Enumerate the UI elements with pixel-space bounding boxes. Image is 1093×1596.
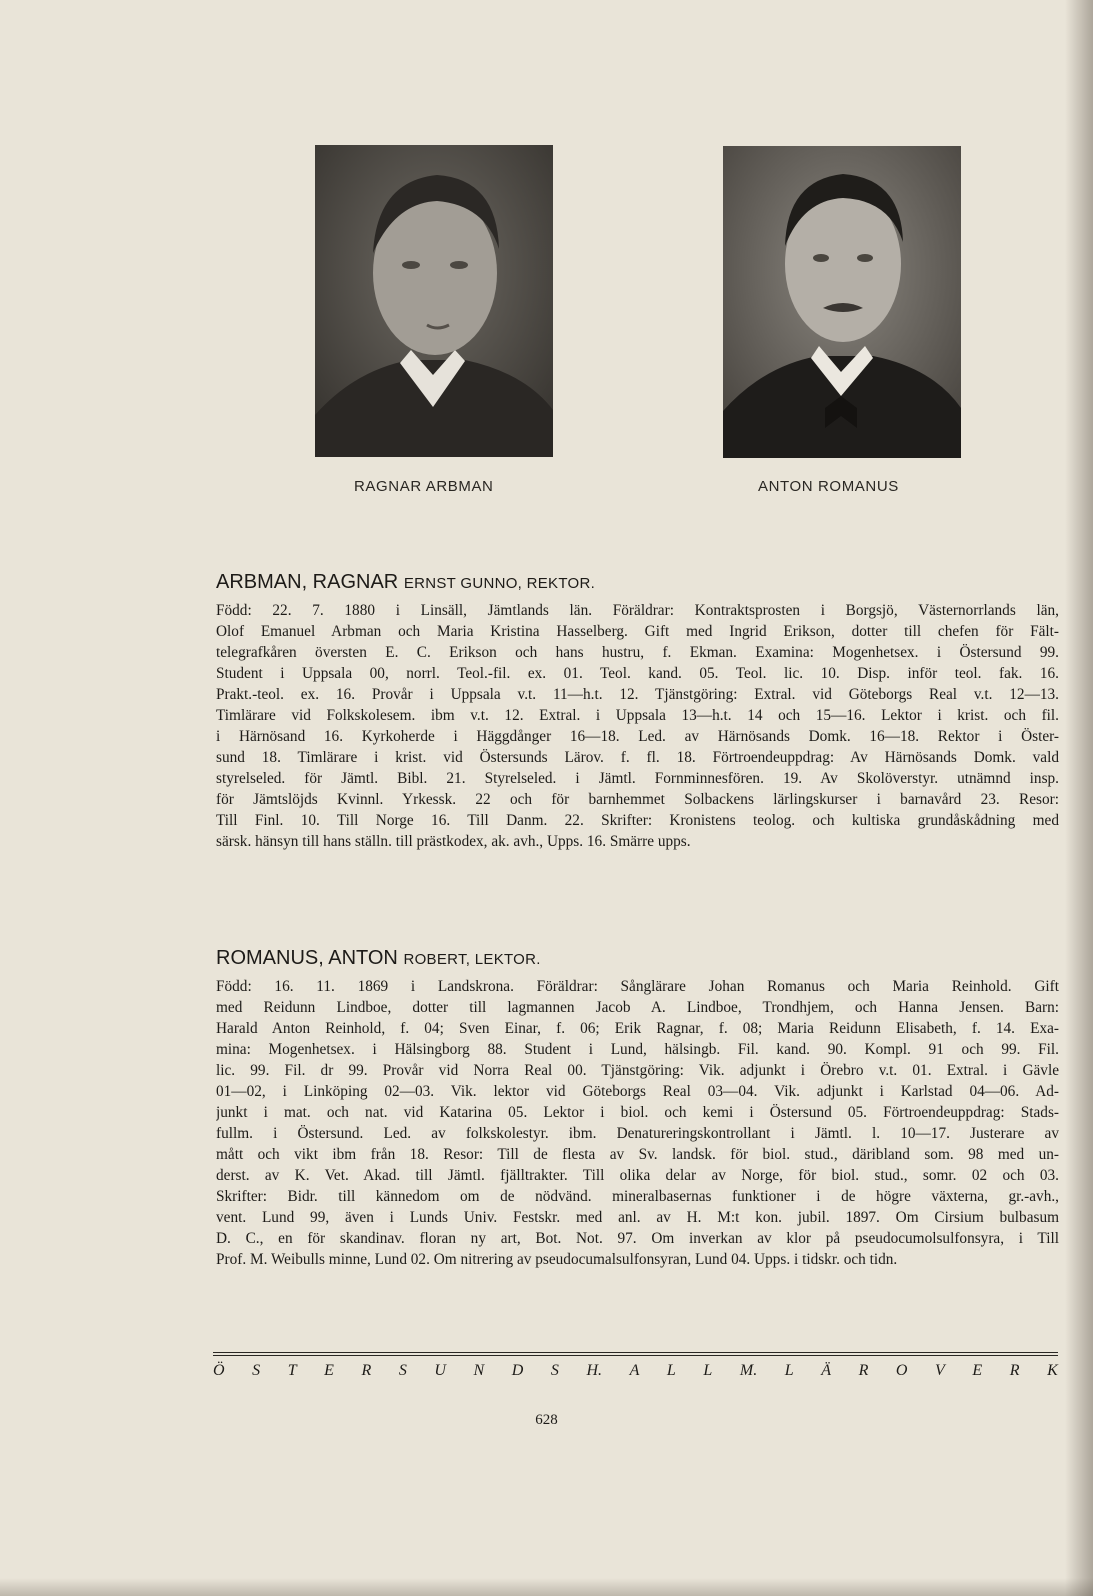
footer-rule (213, 1355, 1058, 1356)
entry-line: Skrifter: Bidr. till kännedom om de nödvänd. mineralbasernas funktioner i de högre växterna, gr.-avh., (216, 1188, 1059, 1205)
entry-line: 01—02, i Linköping 02—03. Vik. lektor vid Göteborgs Real 03—04. Vik. adjunkt i Karlstad 04—06. Ad- (216, 1083, 1059, 1100)
entry-line: Harald Anton Reinhold, f. 04; Sven Einar, f. 06; Erik Ragnar, f. 08; Maria Reidunn Elisabeth, f. 14. Exa- (216, 1020, 1059, 1037)
footer-letter: R (858, 1362, 869, 1379)
entry-line: fullm. i Östersund. Led. av folkskolestyr. ibm. Denatureringskontrollant i Jämtl. l. 10—17. Justerare av (216, 1125, 1059, 1142)
footer-letter: A (629, 1362, 640, 1379)
footer-letter: L (703, 1362, 713, 1379)
entry-line: Född: 22. 7. 1880 i Linsäll, Jämtlands län. Föräldrar: Kontraktsprosten i Borgsjö, Västernorrlands län, (216, 602, 1059, 619)
footer-letter: E (324, 1362, 334, 1379)
footer-letter: N (473, 1362, 485, 1379)
entry-line: Student i Uppsala 00, norrl. Teol.-fil. ex. 01. Teol. kand. 05. Teol. lic. 10. Disp. inför teol. fak. 16. (216, 665, 1059, 682)
portrait-photo-romanus (723, 146, 961, 458)
footer-letter: S (252, 1362, 261, 1379)
footer-letter: T (287, 1362, 297, 1379)
footer-rule (213, 1352, 1058, 1353)
entry-heading-title: ROBERT, LEKTOR. (403, 951, 541, 968)
entry-line: mina: Mogenhetsex. i Hälsingborg 88. Student i Lund, hälsingb. Fil. kand. 90. Kompl. 91 och 99. Fil. (216, 1041, 1059, 1058)
portrait-caption-arbman: RAGNAR ARBMAN (354, 478, 494, 495)
footer-letter: M. (739, 1362, 758, 1379)
biography-entry-romanus (216, 946, 1059, 1270)
page-number: 628 (535, 1412, 558, 1428)
entry-line: D. C., en för skandinav. floran ny art, Bot. Not. 97. Om inverkan av klor på pseudocumolsulfonsyra, i Till (216, 1230, 1059, 1247)
footer-letter: D (511, 1362, 524, 1379)
entry-line: telegrafkåren översten E. C. Erikson och hans hustru, f. Ekman. Examina: Mogenhetsex. i Östersund 99. (216, 644, 1059, 661)
entry-heading-name: ARBMAN, RAGNAR (216, 571, 399, 593)
entry-heading-name: ROMANUS, ANTON (216, 947, 398, 969)
entry-line: mått och vikt ibm från 18. Resor: Till de flesta av Sv. landsk. för biol. stud., däribland som. 98 med un- (216, 1146, 1059, 1163)
footer-letter: Ä (821, 1362, 831, 1379)
footer-letter: S (398, 1362, 407, 1379)
footer-letter: L (666, 1362, 676, 1379)
entry-line: för Jämtslöjds Kvinnl. Yrkessk. 22 och för barnhemmet Solbackens lärlingskurser i barnavård 23. Resor: (216, 791, 1059, 808)
portrait-caption-romanus: ANTON ROMANUS (758, 478, 899, 495)
footer-letter: R (1009, 1362, 1020, 1379)
biography-entry-arbman (216, 570, 1059, 852)
entry-line: styrelseled. för Jämtl. Bibl. 21. Styrelseled. i Jämtl. Fornminnesfören. 19. Av Skolöverstyr. utnämnd insp. (216, 770, 1059, 787)
entry-line: Prof. M. Weibulls minne, Lund 02. Om nitrering av pseudocumalsulfonsyran, Lund 04. Upps. i tidskr. och tidn. (216, 1251, 898, 1268)
entry-line: derst. av K. Vet. Akad. till Jämtl. fjälltrakter. Till olika delar av Norge, för biol. stud., somr. 02 och 03. (216, 1167, 1059, 1184)
footer-letter: O (895, 1362, 908, 1379)
footer-school-name (213, 1362, 1058, 1380)
entry-body (216, 600, 1059, 852)
page-edge-shadow (1065, 0, 1093, 1596)
entry-line: vent. Lund 99, även i Lunds Univ. Festskr. med anl. av H. M:t kon. jubil. 1897. Om Cirsium bulbasum (216, 1209, 1059, 1226)
entry-line: sund 18. Timlärare i krist. vid Östersunds Lärov. f. fl. 18. Förtroendeuppdrag: Av Härnösands Domk. vald (216, 749, 1059, 766)
footer-letter: L (784, 1362, 794, 1379)
footer-letter: U (434, 1362, 446, 1379)
entry-line: i Härnösand 16. Kyrkoherde i Häggdånger 16—18. Led. av Härnösands Domk. 16—18. Rektor i Öster- (216, 728, 1059, 745)
footer-letter: S (550, 1362, 559, 1379)
entry-line: lic. 99. Fil. dr 99. Provår vid Norra Real 00. Tjänstgöring: Vik. adjunkt i Örebro v.t. 01. Extral. i Gävle (216, 1062, 1059, 1079)
footer-letter: Ö (213, 1362, 225, 1379)
footer-letter: R (361, 1362, 372, 1379)
footer-letter: K (1047, 1362, 1058, 1379)
entry-heading (216, 570, 1059, 596)
footer-letter: V (935, 1362, 945, 1379)
entry-line: särsk. hänsyn till hans ställn. till prästkodex, ak. avh., Upps. 16. Smärre upps. (216, 833, 691, 850)
entry-line: med Reidunn Lindboe, dotter till lagmannen Jacob A. Lindboe, Trondhjem, och Hanna Jensen. Barn: (216, 999, 1059, 1016)
entry-line: Född: 16. 11. 1869 i Landskrona. Föräldrar: Sånglärare Johan Romanus och Maria Reinhold. Gift (216, 978, 1059, 995)
entry-line: junkt i mat. och nat. vid Katarina 05. Lektor i biol. och kemi i Östersund 05. Förtroendeuppdrag: Stads- (216, 1104, 1059, 1121)
entry-heading (216, 946, 1059, 972)
portrait-photo-arbman (315, 145, 553, 457)
entry-line: Prakt.-teol. ex. 16. Provår i Uppsala v.t. 11—h.t. 12. Tjänstgöring: Extral. vid Göteborgs Real v.t. 12—13. (216, 686, 1059, 703)
entry-line: Till Finl. 10. Till Norge 16. Till Danm. 22. Skrifter: Kronistens teolog. och kultiska grundåskådning med (216, 812, 1059, 829)
page-bottom-shadow (0, 1578, 1093, 1596)
entry-line: Olof Emanuel Arbman och Maria Kristina Hasselberg. Gift med Ingrid Erikson, dotter till chefen för Fält- (216, 623, 1059, 640)
footer-letter: H. (586, 1362, 603, 1379)
entry-body (216, 976, 1059, 1270)
footer-letter: E (972, 1362, 983, 1379)
entry-line: Timlärare vid Folkskolesem. ibm v.t. 12. Extral. i Uppsala 13—h.t. 14 och 15—16. Lektor i krist. och fil. (216, 707, 1059, 724)
entry-heading-title: ERNST GUNNO, REKTOR. (403, 575, 596, 592)
